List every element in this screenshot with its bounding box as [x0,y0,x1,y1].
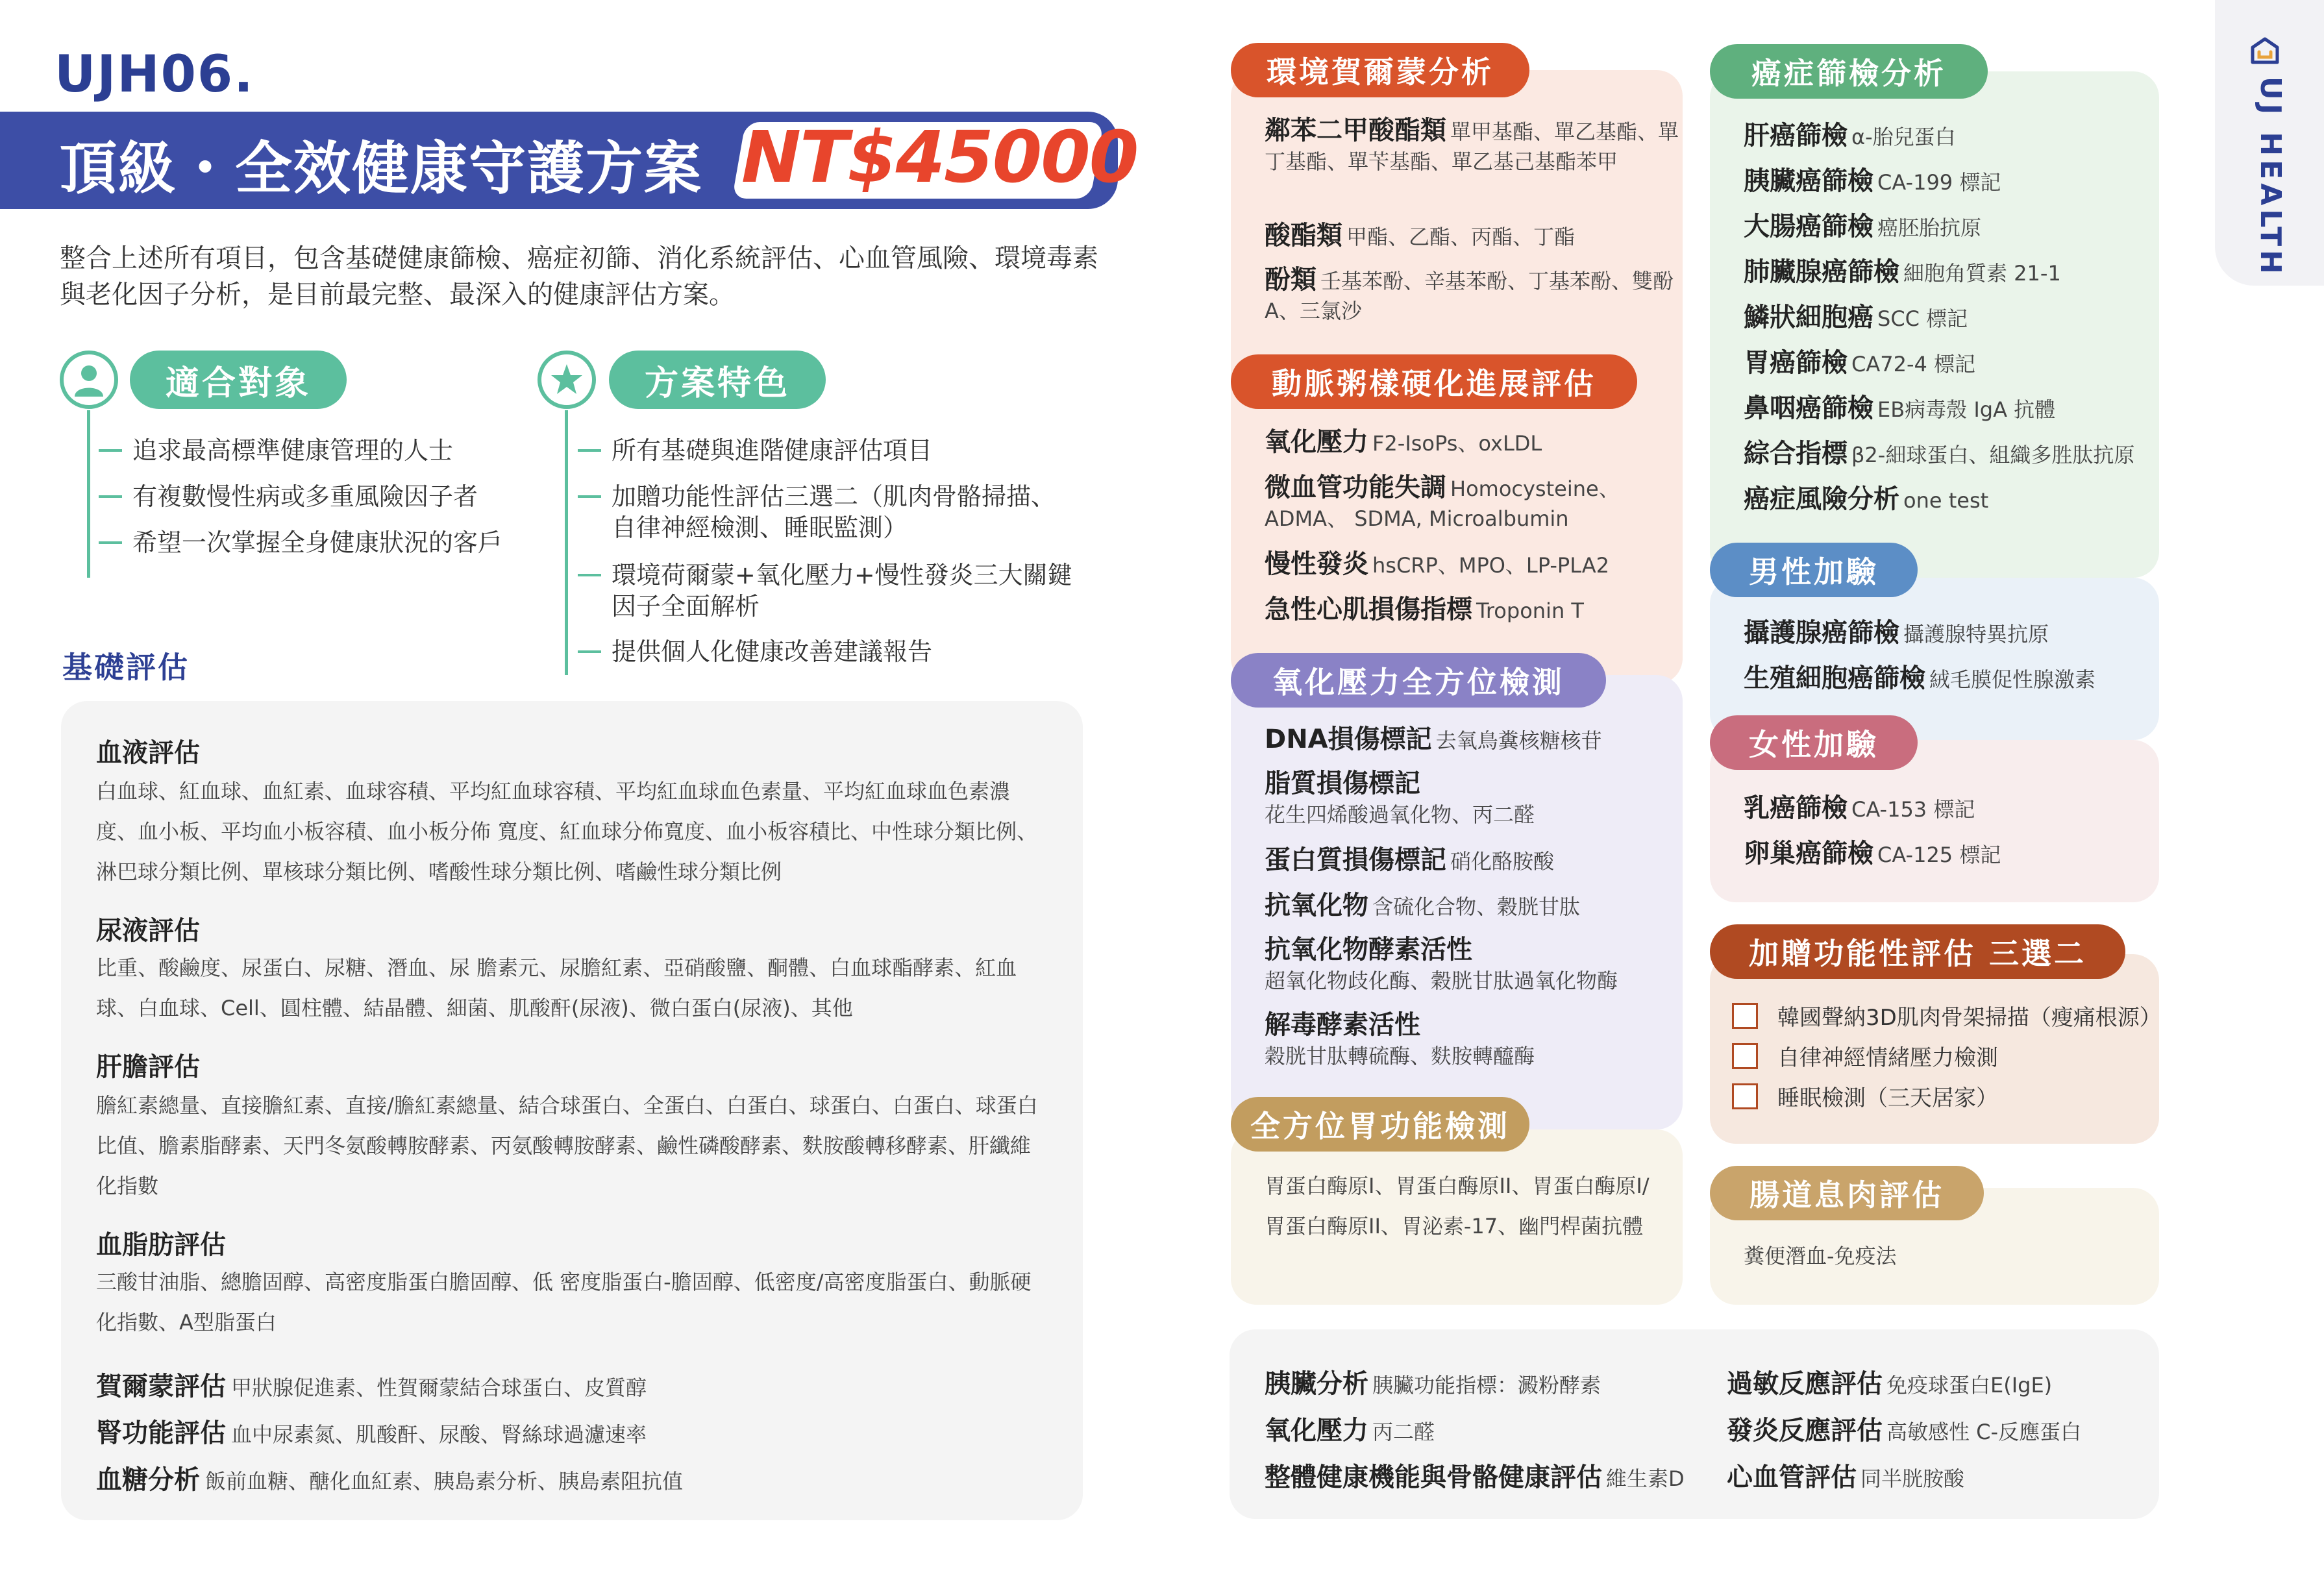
cancer-item: 大腸癌篩檢 癌胚胎抗原 [1744,212,1982,241]
kidney-line: 腎功能評估 血中尿素氮、肌酸酐、尿酸、腎絲球過濾速率 [96,1418,647,1448]
audience-label: 適合對象 [130,351,347,409]
summary-item: 心血管評估 同半胱胺酸 [1727,1462,1965,1492]
oxidation-label: 氧化壓力全方位檢測 [1231,653,1606,708]
gastric-label: 全方位胃功能檢測 [1231,1097,1529,1152]
cancer-label: 癌症篩檢分析 [1710,44,1988,99]
oxidation-item: 解毒酵素活性 穀胱甘肽轉硫酶、麩胺轉醯酶 [1265,1010,1535,1068]
feature-item: 提供個人化健康改善建議報告 [612,636,1079,667]
bonus-label: 加贈功能性評估 三選二 [1710,924,2125,979]
male-item: 生殖細胞癌篩檢 絨毛膜促性腺激素 [1744,663,2096,693]
gastric-body: 胃蛋白酶原I、胃蛋白酶原II、胃蛋白酶原I/胃蛋白酶原II、胃泌素-17、幽門桿菌抗體 [1265,1174,1650,1239]
oxidation-item: 脂質損傷標記 花生四烯酸過氧化物、丙二醛 [1265,769,1535,827]
liver-body: 膽紅素總量、直接膽紅素、直接/膽紅素總量、結合球蛋白、全蛋白、白蛋白、球蛋白、白蛋白、球蛋白比值、膽素脂酵素、天門冬氨酸轉胺酵素、丙氨酸轉胺酵素、鹼性磷酸酵素、麩胺酸轉移酵素、肝纖維化指數 [96,1093,1038,1198]
plan-price: NT$45000 [741,116,1138,199]
athero-label: 動脈粥樣硬化進展評估 [1231,354,1637,409]
summary-item: 胰臟分析 胰臟功能指標：澱粉酵素 [1265,1369,1601,1399]
checkbox[interactable] [1732,1083,1758,1109]
feature-item: 所有基礎與進階健康評估項目 [612,435,1079,466]
polyp-label: 腸道息肉評估 [1710,1166,1984,1220]
male-item: 攝護腺癌篩檢 攝護腺特異抗原 [1744,618,2049,648]
audience-line [87,410,90,578]
urine-title: 尿液評估 [96,916,200,946]
plan-code: UJH06. [55,45,254,104]
env-item: 酚類 壬基苯酚、辛基苯酚、丁基苯酚、雙酚A、三氯沙 [1265,265,1674,323]
audience-item: 有複數慢性病或多重風險因子者 [132,481,478,512]
oxidation-item: 蛋白質損傷標記 硝化酪胺酸 [1265,845,1555,875]
cancer-item: 癌症風險分析 one test [1744,484,1989,514]
cancer-item: 綜合指標 β2-細球蛋白、組織多胜肽抗原 [1744,439,2135,469]
features-line [565,410,568,675]
oxidation-item: DNA損傷標記 去氧鳥糞核糖核苷 [1265,724,1602,754]
feature-item: 加贈功能性評估三選二（肌肉骨骼掃描、自律神經檢測、睡眠監測） [612,481,1079,543]
polyp-body: 糞便潛血-免疫法 [1744,1244,1897,1268]
bonus-option[interactable]: 睡眠檢測（三天居家） [1732,1080,1998,1112]
female-label: 女性加驗 [1710,715,1918,770]
cancer-item: 胃癌篩檢 CA72-4 標記 [1744,348,1976,378]
feature-item: 環境荷爾蒙+氧化壓力+慢性發炎三大關鍵因子全面解析 [612,560,1079,622]
env-item: 酸酯類 甲酯、乙酯、丙酯、丁酯 [1265,221,1576,251]
summary-item: 發炎反應評估 高敏感性 C-反應蛋白 [1727,1416,2082,1446]
sugar-line: 血糖分析 飯前血糖、醣化血紅素、胰島素分析、胰島素阻抗值 [96,1465,684,1495]
cancer-item: 肺臟腺癌篩檢 細胞角質素 21-1 [1744,257,2061,287]
athero-item: 慢性發炎 hsCRP、MPO、LP-PLA2 [1265,549,1610,579]
lipid-body: 三酸甘油脂、總膽固醇、高密度脂蛋白膽固醇、低 密度脂蛋白-膽固醇、低密度/高密度脂蛋白、動脈硬化指數、A型脂蛋白 [96,1270,1032,1335]
checkbox[interactable] [1732,1003,1758,1029]
female-item: 乳癌篩檢 CA-153 標記 [1744,793,1975,823]
summary-item: 整體健康機能與骨骼健康評估 維生素D [1265,1462,1685,1492]
cancer-item: 鱗狀細胞癌 SCC 標記 [1744,302,1968,332]
bonus-option[interactable]: 自律神經情緒壓力檢測 [1732,1040,1998,1072]
blood-body: 白血球、紅血球、血紅素、血球容積、平均紅血球容積、平均紅血球血色素量、平均紅血球血色素濃度、血小板、平均血小板容積、血小板分佈 寬度、紅血球分佈寬度、血小板容積比、中性球分類比例、淋巴球分類比例、單核球分類比例、嗜酸性球分類比例、嗜鹼性球分類比例 [96,779,1038,884]
athero-item: 氧化壓力 F2-IsoPs、oxLDL [1265,427,1542,457]
lipid-title: 血脂肪評估 [96,1230,226,1260]
plan-intro: 整合上述所有項目，包含基礎健康篩檢、癌症初篩、消化系統評估、心血管風險、環境毒素與老化因子分析，是目前最完整、最深入的健康評估方案。 [60,243,1098,310]
cancer-item: 胰臟癌篩檢 CA-199 標記 [1744,166,2001,196]
uj-logo-icon [2250,36,2280,66]
athero-item: 微血管功能失調 Homocysteine、ADMA、 SDMA, Microalbumin [1265,473,1620,531]
env-item: 鄰苯二甲酸酯類 單甲基酯、單乙基酯、單丁基酯、單苄基酯、單乙基己基酯苯甲 [1265,116,1679,174]
male-label: 男性加驗 [1710,543,1918,597]
star-icon [538,351,596,409]
env-label: 環境賀爾蒙分析 [1231,43,1529,97]
oxidation-item: 抗氧化物酵素活性 超氧化物歧化酶、穀胱甘肽過氧化物酶 [1265,935,1618,993]
female-item: 卵巢癌篩檢 CA-125 標記 [1744,839,2001,869]
oxidation-item: 抗氧化物 含硫化合物、穀胱甘肽 [1265,891,1581,920]
audience-item: 希望一次掌握全身健康狀況的客戶 [132,527,502,558]
summary-item: 過敏反應評估 免疫球蛋白E(IgE) [1727,1369,2053,1399]
hormone-line: 賀爾蒙評估 甲狀腺促進素、性賀爾蒙結合球蛋白、皮質醇 [96,1372,647,1401]
liver-title: 肝膽評估 [96,1052,200,1082]
cancer-item: 鼻咽癌篩檢 EB病毒殼 IgA 抗體 [1744,393,2056,423]
bonus-option[interactable]: 韓國聲納3D肌肉骨架掃描（瘦痛根源） [1732,1000,2162,1031]
summary-item: 氧化壓力 丙二醛 [1265,1416,1435,1446]
blood-title: 血液評估 [96,738,200,768]
urine-body: 比重、酸鹼度、尿蛋白、尿糖、潛血、尿 膽素元、尿膽紅素、亞硝酸鹽、酮體、白血球酯酵素、紅血球、白血球、Cell、圓柱體、結晶體、細菌、肌酸酐(尿液)、微白蛋白(尿液)、其他 [96,955,1017,1020]
features-label: 方案特色 [609,351,826,409]
checkbox[interactable] [1732,1043,1758,1069]
cancer-item: 肝癌篩檢 α-胎兒蛋白 [1744,121,1956,151]
brand-name: UJ HEALTH [2254,77,2287,278]
athero-item: 急性心肌損傷指標 Troponin T [1265,595,1584,624]
person-icon [60,351,118,409]
audience-item: 追求最高標準健康管理的人士 [132,435,453,466]
plan-title: 頂級・全效健康守護方案 [60,135,703,202]
basic-section-title: 基礎評估 [62,650,190,685]
